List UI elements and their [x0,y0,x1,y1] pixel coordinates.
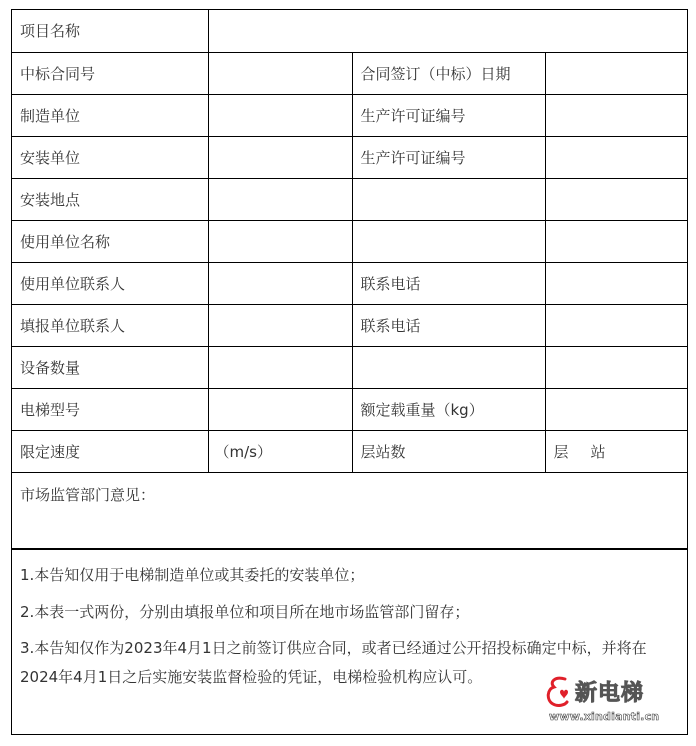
field-equipment-quantity[interactable] [208,346,352,388]
row-user-name [12,220,688,262]
field-filer-contact[interactable] [208,304,352,346]
field-user-phone[interactable] [545,262,688,304]
label-install-location: 安装地点 [12,178,208,220]
label-manufacturer: 制造单位 [12,94,208,136]
row-contract-number [12,52,688,94]
row-manufacturer [12,94,688,136]
notification-form [11,9,688,735]
watermark-url: www.xindianti.cn [549,709,660,723]
field-equipment-quantity-2[interactable] [352,346,545,388]
label-floors-stops: 层站数 [352,430,545,472]
note-3: 3.本告知仅作为2023年4月1日之前签订供应合同，或者已经通过公开招投标确定中标，并将在2024年4月1日之后实施安装监督检验的凭证，电梯检验机构应认可。 [20,638,647,686]
field-manufacturer-license[interactable] [545,94,688,136]
field-install-location-2[interactable] [352,178,545,220]
field-rated-load[interactable] [545,388,688,430]
row-rated-speed [12,430,688,472]
row-opinion [12,472,688,548]
label-filer-contact: 填报单位联系人 [12,304,208,346]
label-manufacturer-license: 生产许可证编号 [352,94,545,136]
note-1: 1.本告知仅用于电梯制造单位或其委托的安装单位； [20,565,365,584]
label-installer: 安装单位 [12,136,208,178]
row-filer-contact [12,304,688,346]
label-installer-license: 生产许可证编号 [352,136,545,178]
label-user-phone: 联系电话 [352,262,545,304]
field-manufacturer[interactable] [208,94,352,136]
field-user-name[interactable] [208,220,352,262]
label-filer-phone: 联系电话 [352,304,545,346]
stops-unit: 站 [590,442,606,461]
field-user-name-2[interactable] [352,220,545,262]
field-rated-speed[interactable] [208,430,352,472]
row-install-location [12,178,688,220]
row-equipment-quantity [12,346,688,388]
label-rated-load: 额定载重量（kg） [352,388,545,430]
label-contract-date: 合同签订（中标）日期 [352,52,545,94]
field-equipment-quantity-3[interactable] [545,346,688,388]
label-user-contact: 使用单位联系人 [12,262,208,304]
field-contract-number[interactable] [208,52,352,94]
label-project-name: 项目名称 [12,10,208,52]
watermark-name: 新电梯 [575,680,645,706]
field-regulator-opinion[interactable] [12,472,688,548]
row-user-contact [12,262,688,304]
field-install-location[interactable] [208,178,352,220]
field-floors-stops[interactable] [545,430,688,472]
note-2: 2.本表一式两份，分别由填报单位和项目所在地市场监管部门留存； [20,602,470,621]
field-installer[interactable] [208,136,352,178]
row-project-name [12,10,688,52]
field-user-contact[interactable] [208,262,352,304]
row-elevator-model [12,388,688,430]
label-contract-number: 中标合同号 [12,52,208,94]
floors-unit: 层 [553,442,569,461]
field-contract-date[interactable] [545,52,688,94]
label-user-name: 使用单位名称 [12,220,208,262]
label-rated-speed: 限定速度 [12,430,208,472]
field-installer-license[interactable] [545,136,688,178]
speed-unit: （m/s） [214,442,272,461]
field-user-name-3[interactable] [545,220,688,262]
logo-swirl-icon [545,676,571,708]
label-equipment-quantity: 设备数量 [12,346,208,388]
label-elevator-model: 电梯型号 [12,388,208,430]
form-table [12,10,688,549]
field-elevator-model[interactable] [208,388,352,430]
label-regulator-opinion: 市场监管部门意见： [20,485,156,504]
field-install-location-3[interactable] [545,178,688,220]
row-installer [12,136,688,178]
field-filer-phone[interactable] [545,304,688,346]
notes-section [12,549,687,734]
watermark-logo [545,676,685,728]
field-project-name[interactable] [208,10,688,52]
